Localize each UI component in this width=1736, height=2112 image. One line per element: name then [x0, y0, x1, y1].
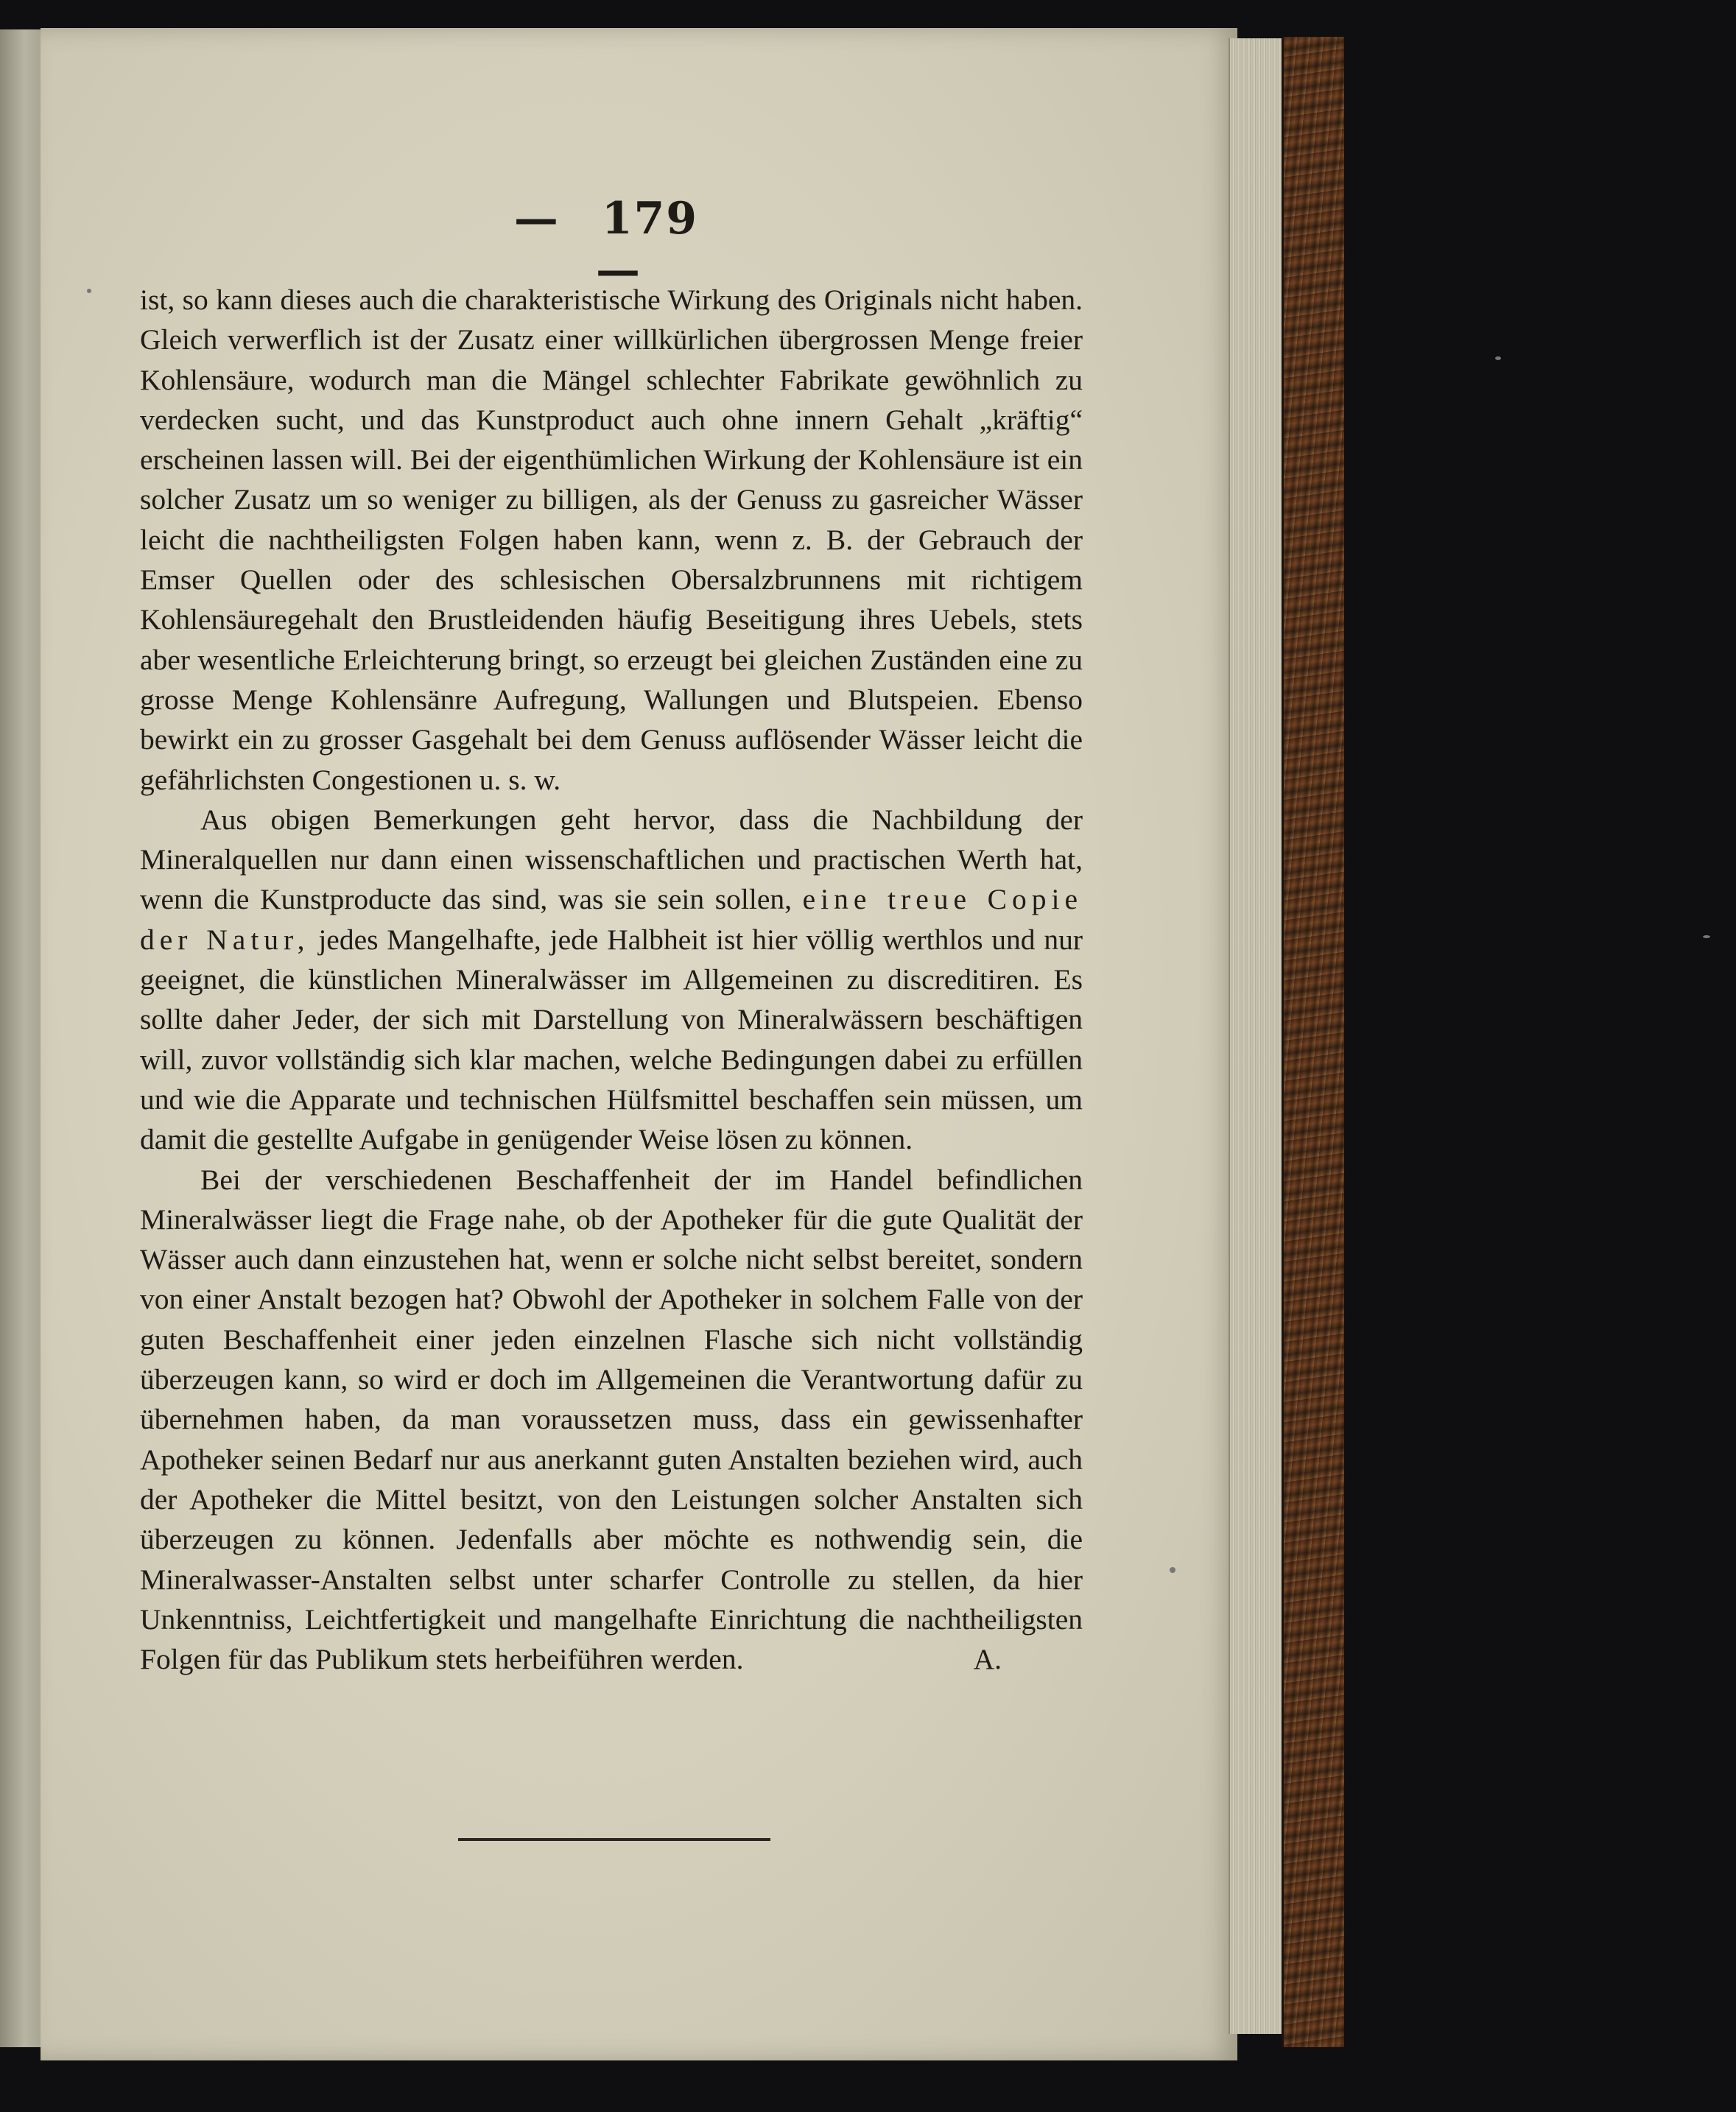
paragraph-1: ist, so kann dieses auch die charakteristische Wirkung des Originals nicht haben. Gleich verwerflich ist der Zusatz einer willkürlichen übergrossen Menge freier Kohlensäure, wodurch man die Mängel schlechter Fabrikate gewöhnlich zu verdecken sucht, und das Kunstproduct auch ohne innern Gehalt „kräftig“ erscheinen lassen will. Bei der eigenthümlichen Wirkung der Kohlensäure ist ein solcher Zusatz um so weniger zu billigen, als der Genuss zu gasreicher Wässer leicht die nachtheiligsten Folgen haben kann, wenn z. B. der Gebrauch der Emser Quellen oder des schlesischen Obersalzbrunnens mit richtigem Kohlensäuregehalt den Brustleidenden häufig Beseitigung ihres Uebels, stets aber wesentliche Erleichterung bringt, so erzeugt bei gleichen Zuständen eine zu grosse Menge Kohlensänre Aufregung, Wallungen und Blutspeien. Ebenso bewirkt ein zu grosser Gasgehalt bei dem Genuss auflösender Wässer leicht die gefährlichsten Congestionen u. s. w. [140, 284, 1083, 796]
page-stack-edges [1229, 38, 1283, 2034]
paragraph-2 [140, 800, 1083, 1160]
adjacent-page-edge [0, 29, 42, 2047]
paper-speck [87, 289, 91, 293]
paper-speck [1495, 356, 1501, 360]
author-signature: A. [973, 1643, 1002, 1676]
paragraph-3 [140, 1160, 1083, 1680]
page-number: 179 [601, 193, 699, 244]
body-text [140, 280, 1083, 1679]
paragraph-2-text-after: jedes Mangelhafte, jede Halbheit ist hier völlig werthlos und nur geeignet, die künstlichen Mineralwässer im Allgemeinen zu discreditiren. Es sollte daher Jeder, der sich mit Darstellung von Mineralwässern beschäftigen will, zuvor vollständig sich klar machen, welche Bedingungen dabei zu erfüllen und wie die Apparate und technischen Hülfsmittel beschaffen sein müssen, um damit die gestellte Aufgabe in genügender Weise lösen zu können. [140, 923, 1083, 1156]
paper-speck [1703, 935, 1710, 938]
paragraph-2-text-before: Aus obigen Bemerkungen geht hervor, dass die Nachbildung der Mineralquellen nur dann einen wissenschaftlichen und practischen Werth hat, wenn die Kunstproducte das sind, was sie sein sollen, [140, 803, 1083, 916]
paragraph-3-text: Bei der verschiedenen Beschaffenheit der im Handel befindlichen Mineralwässer liegt die Frage nahe, ob der Apotheker für die gute Qualität der Wässer auch dann einzustehen hat, wenn er solche nicht selbst bereitet, sondern von einer Anstalt bezogen hat? Obwohl der Apotheker in solchem Falle von der guten Beschaffenheit einer jeden einzelnen Flasche sich nicht vollständig überzeugen kann, so wird er doch im Allgemeinen die Verantwortung dafür zu übernehmen haben, da man voraussetzen muss, dass ein gewissenhafter Apotheker seinen Bedarf nur aus anerkannt guten Anstalten beziehen wird, auch der Apotheker die Mittel besitzt, von den Leistungen solcher Anstalten sich überzeugen zu können. Jedenfalls aber möchte es nothwendig sein, die Mineralwasser-Anstalten selbst unter scharfer Controlle zu stellen, da hier Unkenntniss, Leichtfertigkeit und mangelhafte Einrichtung die nachtheiligsten Folgen für das Publikum stets herbeiführen werden. [140, 1163, 1083, 1676]
paper-speck [1170, 1567, 1176, 1573]
header-dash-left: — [513, 193, 560, 244]
paragraph-2-emphasis: eine treue Copie der Natur, [140, 883, 1083, 956]
section-end-rule [458, 1838, 770, 1841]
header-dash-right: — [596, 244, 642, 296]
marbled-book-edge [1282, 37, 1344, 2047]
